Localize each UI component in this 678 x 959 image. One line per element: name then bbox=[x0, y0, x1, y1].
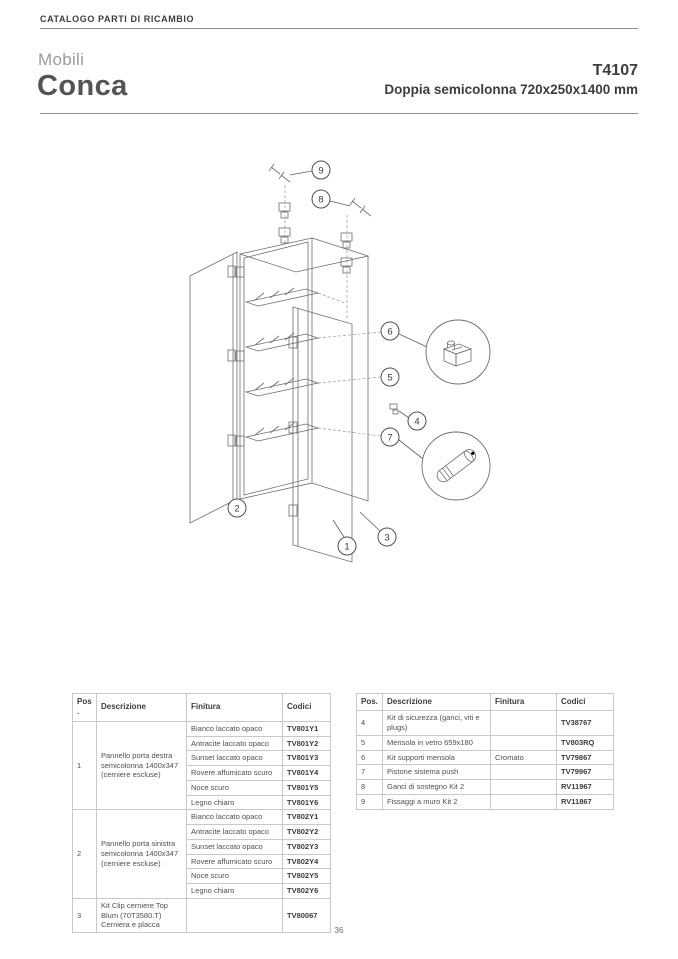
header-divider-bottom bbox=[40, 113, 638, 114]
finish-cell: Rovere affumicato scuro bbox=[187, 766, 283, 781]
callout-8 bbox=[312, 190, 330, 208]
callout-2 bbox=[228, 499, 246, 517]
code-cell: TV801Y1 bbox=[283, 721, 331, 736]
code-cell: TV803RQ bbox=[557, 735, 614, 750]
callout-4 bbox=[408, 412, 426, 430]
right-table-body bbox=[357, 711, 614, 809]
page-title: Conca bbox=[37, 70, 128, 102]
table-row bbox=[357, 735, 614, 750]
finish-cell: Bianco laccato opaco bbox=[187, 721, 283, 736]
callout-9 bbox=[312, 161, 330, 179]
code-cell: TV802Y3 bbox=[283, 839, 331, 854]
svg-text:6: 6 bbox=[387, 326, 393, 338]
callout-7 bbox=[381, 428, 399, 446]
column-header-codici: Codici bbox=[283, 694, 331, 722]
parts-table-right bbox=[356, 693, 614, 810]
code-cell: TV802Y5 bbox=[283, 869, 331, 884]
code-cell: TV801Y4 bbox=[283, 766, 331, 781]
code-cell: TV802Y2 bbox=[283, 825, 331, 840]
dashed-leader-lines bbox=[285, 185, 381, 436]
piston-detail bbox=[422, 432, 490, 500]
code-cell: TV802Y6 bbox=[283, 884, 331, 899]
svg-text:3: 3 bbox=[384, 532, 390, 544]
parts-table-left bbox=[72, 693, 331, 933]
code-cell: TV79867 bbox=[557, 750, 614, 765]
description-cell: Pannello porta sinistra semicolonna 1400x347 (cerniere escluse) bbox=[97, 810, 187, 899]
hinge-clip-hardware bbox=[279, 203, 352, 273]
callout-leader-lines bbox=[290, 171, 427, 537]
finish-cell: Legno chiaro bbox=[187, 795, 283, 810]
shelf-2 bbox=[246, 333, 318, 351]
parts-tables bbox=[72, 693, 614, 933]
model-code: T4107 bbox=[592, 62, 638, 79]
description-cell: Fissaggi a muro Kit 2 bbox=[383, 794, 491, 809]
column-header-codici: Codici bbox=[557, 694, 614, 711]
code-cell: TV79967 bbox=[557, 765, 614, 780]
column-header-pos: Pos. bbox=[357, 694, 383, 711]
code-cell: TV801Y2 bbox=[283, 736, 331, 751]
code-cell: TV802Y4 bbox=[283, 854, 331, 869]
description-cell: Kit di sicurezza (ganci, viti e plugs) bbox=[383, 711, 491, 736]
header-divider-top bbox=[40, 28, 638, 29]
shelf-support-detail bbox=[426, 320, 490, 384]
column-header-descrizione: Descrizione bbox=[383, 694, 491, 711]
callout-3 bbox=[378, 528, 396, 546]
table-row bbox=[357, 794, 614, 809]
finish-cell: Antracite laccato opaco bbox=[187, 825, 283, 840]
brand-line: Mobili bbox=[38, 50, 85, 69]
finish-cell: Sunset laccato opaco bbox=[187, 839, 283, 854]
svg-text:7: 7 bbox=[387, 432, 393, 444]
description-cell: Mensola in vetro 659x180 bbox=[383, 735, 491, 750]
description-cell: Pistone sistema push bbox=[383, 765, 491, 780]
callout-6 bbox=[381, 322, 399, 340]
table-header-row bbox=[357, 694, 614, 711]
code-cell: TV802Y1 bbox=[283, 810, 331, 825]
exploded-diagram-svg bbox=[0, 130, 678, 600]
column-header-finitura: Finitura bbox=[187, 694, 283, 722]
table-row bbox=[357, 780, 614, 795]
svg-text:8: 8 bbox=[318, 194, 324, 206]
catalog-title: CATALOGO PARTI DI RICAMBIO bbox=[40, 14, 195, 24]
callout-1 bbox=[338, 537, 356, 555]
model-block bbox=[384, 60, 638, 97]
svg-text:9: 9 bbox=[318, 165, 324, 177]
right-door bbox=[289, 307, 352, 562]
pos-cell: 9 bbox=[357, 794, 383, 809]
pos-cell: 2 bbox=[73, 810, 97, 899]
model-description: Doppia semicolonna 720x250x1400 mm bbox=[384, 81, 638, 97]
finish-cell: Bianco laccato opaco bbox=[187, 810, 283, 825]
page-number: 36 bbox=[334, 926, 344, 935]
code-cell: TV801Y5 bbox=[283, 780, 331, 795]
pos-cell: 1 bbox=[73, 721, 97, 810]
description-cell: Kit Clip cerniere Top Blum (70T3580.T) Cerniera e placca bbox=[97, 898, 187, 932]
finish-cell bbox=[491, 765, 557, 780]
pos-cell: 7 bbox=[357, 765, 383, 780]
code-cell: TV80067 bbox=[283, 898, 331, 932]
pos-cell: 3 bbox=[73, 898, 97, 932]
svg-text:5: 5 bbox=[387, 372, 393, 384]
finish-cell bbox=[491, 780, 557, 795]
finish-cell: Cromato bbox=[491, 750, 557, 765]
pos-cell: 6 bbox=[357, 750, 383, 765]
shelf-4 bbox=[246, 423, 318, 441]
cabinet-drawing bbox=[190, 164, 398, 562]
exploded-diagram bbox=[0, 130, 678, 600]
table-row bbox=[73, 721, 331, 736]
column-header-descrizione: Descrizione bbox=[97, 694, 187, 722]
finish-cell: Legno chiaro bbox=[187, 884, 283, 899]
finish-cell: Noce scuro bbox=[187, 780, 283, 795]
finish-cell: Antracite laccato opaco bbox=[187, 736, 283, 751]
svg-text:1: 1 bbox=[344, 541, 350, 553]
table-row bbox=[73, 810, 331, 825]
finish-cell: Noce scuro bbox=[187, 869, 283, 884]
pos-cell: 4 bbox=[357, 711, 383, 736]
code-cell: TV38767 bbox=[557, 711, 614, 736]
table-row bbox=[357, 765, 614, 780]
finish-cell bbox=[491, 794, 557, 809]
finish-cell: Rovere affumicato scuro bbox=[187, 854, 283, 869]
pos-cell: 8 bbox=[357, 780, 383, 795]
svg-text:2: 2 bbox=[234, 503, 240, 515]
finish-cell: Sunset laccato opaco bbox=[187, 751, 283, 766]
description-cell: Kit supporti mensola bbox=[383, 750, 491, 765]
shelf-1 bbox=[246, 288, 318, 306]
pos-cell: 5 bbox=[357, 735, 383, 750]
column-header-pos: Pos. bbox=[73, 694, 97, 722]
table-row bbox=[357, 711, 614, 736]
code-cell: TV801Y3 bbox=[283, 751, 331, 766]
column-header-finitura: Finitura bbox=[491, 694, 557, 711]
shelf-3 bbox=[246, 378, 318, 396]
left-table-body bbox=[73, 721, 331, 932]
callout-5 bbox=[381, 368, 399, 386]
table-header-row bbox=[73, 694, 331, 722]
svg-text:4: 4 bbox=[414, 416, 420, 428]
code-cell: RV11967 bbox=[557, 780, 614, 795]
wall-fixing-icon bbox=[390, 404, 398, 414]
description-cell: Ganci di sostegno Kit 2 bbox=[383, 780, 491, 795]
table-row bbox=[357, 750, 614, 765]
finish-cell bbox=[491, 735, 557, 750]
description-cell: Pannello porta destra semicolonna 1400x347 (cerniere escluse) bbox=[97, 721, 187, 810]
code-cell: TV801Y6 bbox=[283, 795, 331, 810]
code-cell: RV11867 bbox=[557, 794, 614, 809]
finish-cell bbox=[491, 711, 557, 736]
